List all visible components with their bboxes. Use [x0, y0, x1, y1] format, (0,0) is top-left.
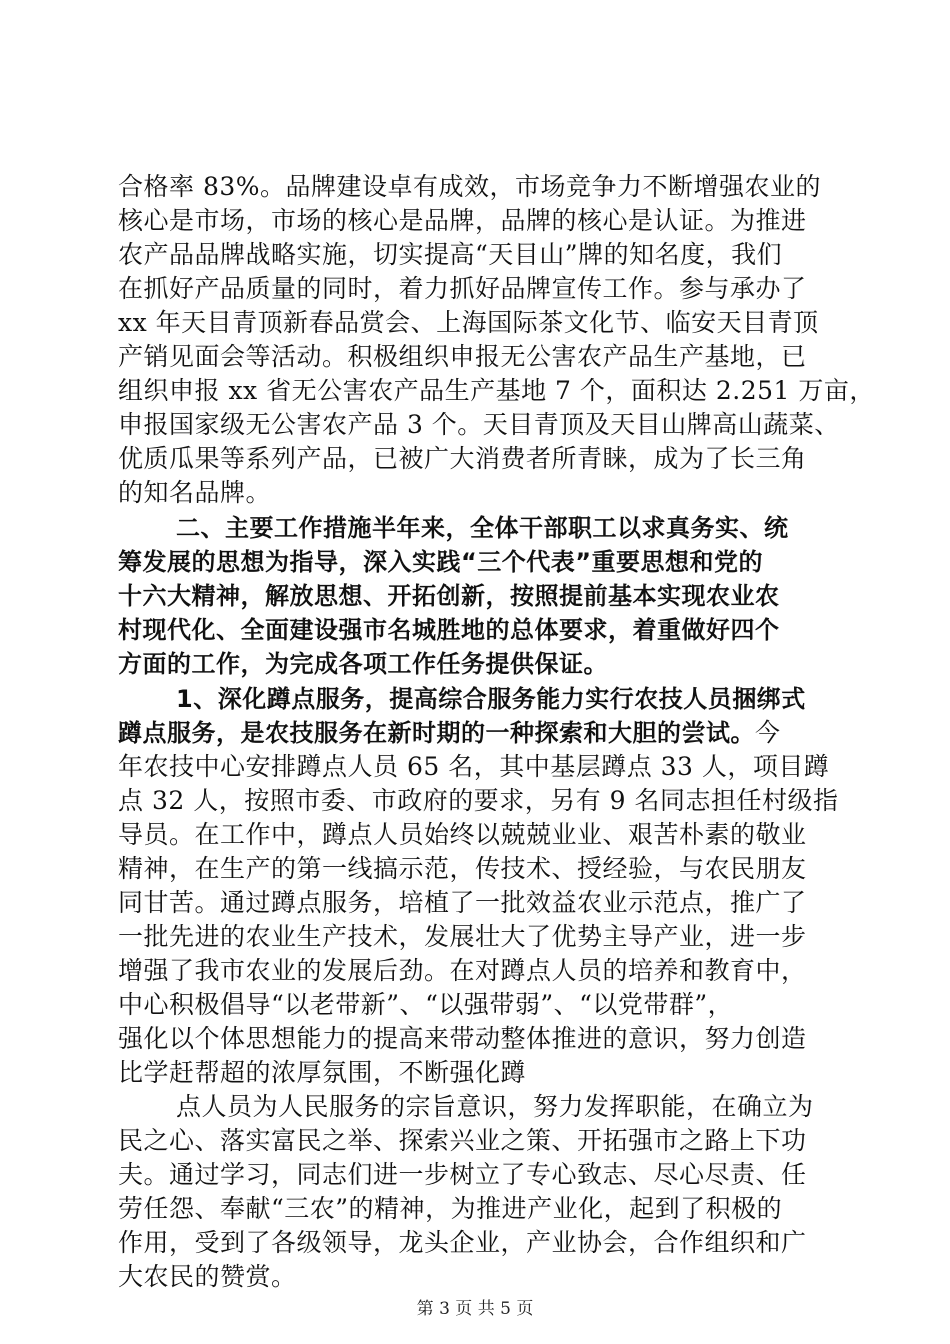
paragraph-line: xx 年天目青顶新春品赏会、上海国际茶文化节、临安天目青顶 — [118, 308, 819, 337]
paragraph-line: 农产品品牌战略实施，切实提高“天目山”牌的知名度，我们 — [118, 240, 783, 269]
paragraph-line: 作用，受到了各级领导，龙头企业，产业协会，合作组织和广 — [118, 1228, 807, 1257]
paragraph-line: 的知名品牌。 — [118, 478, 272, 507]
section-heading-line: 十六大精神，解放思想、开拓创新，按照提前基本实现农业农 — [118, 582, 780, 610]
section-heading-line: 方面的工作，为完成各项工作任务提供保证。 — [118, 650, 608, 678]
paragraph-line: 组织申报 xx 省无公害农产品生产基地 7 个，面积达 2.251 万亩， — [118, 376, 875, 405]
paragraph-line: 核心是市场，市场的核心是品牌，品牌的核心是认证。为推进 — [118, 206, 807, 235]
section-heading-line: 筹发展的思想为指导，深入实践“三个代表”重要思想和党的 — [118, 548, 764, 576]
paragraph-line: 劳任怨、奉献“三农”的精神，为推进产业化，起到了积极的 — [118, 1194, 783, 1223]
paragraph-line: 产销见面会等活动。积极组织申报无公害农产品生产基地，已 — [118, 342, 807, 371]
paragraph-line: 点 32 人，按照市委、市政府的要求，另有 9 名同志担任村级指 — [118, 786, 839, 815]
paragraph-line: 夫。通过学习，同志们进一步树立了专心致志、尽心尽责、任 — [118, 1160, 807, 1189]
paragraph-line: 同甘苦。通过蹲点服务，培植了一批效益农业示范点，推广了 — [118, 888, 807, 917]
subsection-heading-text: 蹲点服务，是农技服务在新时期的一种探索和大胆的尝试。 — [118, 719, 755, 747]
paragraph-line: 在抓好产品质量的同时，着力抓好品牌宣传工作。参与承办了 — [118, 274, 807, 303]
subsection-heading-line: 1、深化蹲点服务，提高综合服务能力实行农技人员捆绑式 — [176, 685, 806, 713]
paragraph-line: 年农技中心安排蹲点人员 65 名，其中基层蹲点 33 人，项目蹲 — [118, 752, 830, 781]
paragraph-line: 申报国家级无公害农产品 3 个。天目青顶及天目山牌高山蔬菜、 — [118, 410, 840, 439]
paragraph-line: 点人员为人民服务的宗旨意识，努力发挥职能，在确立为 — [176, 1092, 814, 1121]
paragraph-text: 今 — [755, 718, 781, 747]
paragraph-line: 强化以个体思想能力的提高来带动整体推进的意识，努力创造 — [118, 1024, 807, 1053]
subsection-heading-line — [118, 718, 838, 748]
paragraph-line: 合格率 83%。品牌建设卓有成效，市场竞争力不断增强农业的 — [118, 172, 822, 201]
section-heading-line: 村现代化、全面建设强市名城胜地的总体要求，着重做好四个 — [118, 616, 780, 644]
paragraph-line: 导员。在工作中，蹲点人员始终以兢兢业业、艰苦朴素的敬业 — [118, 820, 807, 849]
paragraph-line: 大农民的赞赏。 — [118, 1262, 297, 1291]
paragraph-line: 精神，在生产的第一线搞示范，传技术、授经验，与农民朋友 — [118, 854, 807, 883]
section-heading-line: 二、主要工作措施半年来，全体干部职工以求真务实、统 — [176, 514, 789, 542]
paragraph-line: 一批先进的农业生产技术，发展壮大了优势主导产业，进一步 — [118, 922, 807, 951]
paragraph-line: 优质瓜果等系列产品，已被广大消费者所青睐，成为了长三角 — [118, 444, 807, 473]
page-number-footer: 第 3 页 共 5 页 — [416, 1299, 534, 1319]
paragraph-line: 增强了我市农业的发展后劲。在对蹲点人员的培养和教育中， — [118, 956, 807, 985]
paragraph-line: 比学赶帮超的浓厚氛围，不断强化蹲 — [118, 1058, 527, 1087]
paragraph-line: 民之心、落实富民之举、探索兴业之策、开拓强市之路上下功 — [118, 1126, 807, 1155]
paragraph-line: 中心积极倡导“以老带新”、“以强带弱”、“以党带群”， — [118, 990, 734, 1019]
